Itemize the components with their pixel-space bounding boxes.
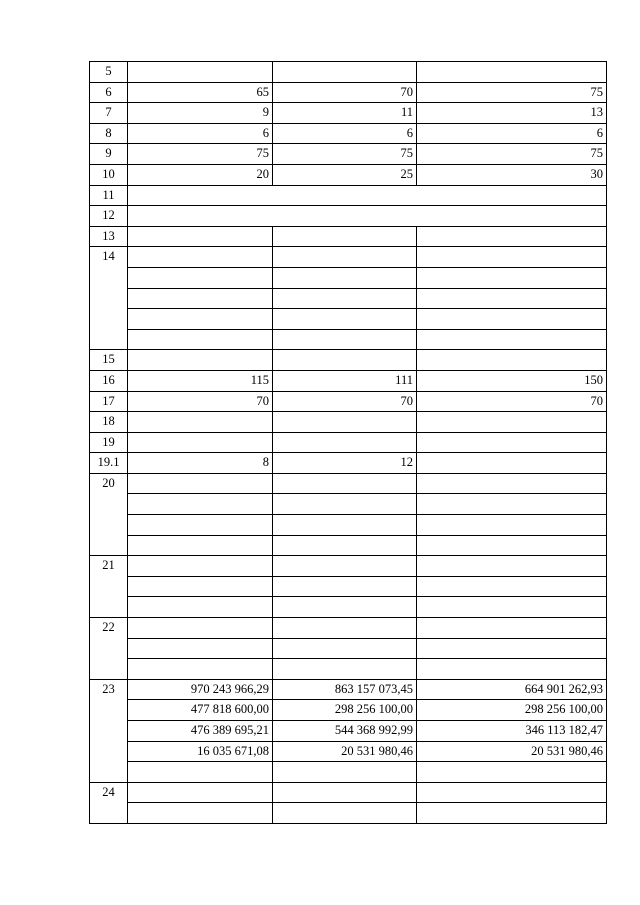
- table-subrow: [90, 597, 607, 618]
- value-cell: [273, 267, 417, 288]
- value-cell: [273, 329, 417, 350]
- row-number: 18: [90, 412, 128, 433]
- table-subrow: [90, 309, 607, 330]
- table-subrow: [90, 741, 607, 762]
- value-cell: [128, 762, 273, 783]
- table-subrow: [90, 267, 607, 288]
- value-cell: [128, 494, 273, 515]
- value-cell: 8: [128, 453, 273, 474]
- value-cell: [128, 350, 273, 371]
- value-cell: [273, 535, 417, 556]
- value-cell: [273, 473, 417, 494]
- table-row: [90, 206, 607, 227]
- value-cell: [273, 515, 417, 536]
- value-cell: 9: [128, 103, 273, 124]
- value-cell: [273, 226, 417, 247]
- value-cell: [273, 494, 417, 515]
- value-cell: [128, 782, 273, 803]
- value-cell: 664 901 262,93: [417, 679, 607, 700]
- value-cell: [417, 762, 607, 783]
- table-row: [90, 432, 607, 453]
- value-cell: 6: [128, 123, 273, 144]
- table-subrow: [90, 659, 607, 680]
- value-cell: 13: [417, 103, 607, 124]
- value-cell: [128, 432, 273, 453]
- value-cell: [417, 309, 607, 330]
- value-cell: [417, 494, 607, 515]
- value-cell: 20 531 980,46: [273, 741, 417, 762]
- row-number: 22: [90, 618, 128, 680]
- value-cell: 346 113 182,47: [417, 721, 607, 742]
- value-cell: [273, 576, 417, 597]
- row-number: 8: [90, 123, 128, 144]
- value-cell: 75: [128, 144, 273, 165]
- merged-cell: [128, 206, 607, 227]
- row-number: 12: [90, 206, 128, 227]
- value-cell: [273, 659, 417, 680]
- value-cell: 30: [417, 164, 607, 185]
- table-subrow: [90, 329, 607, 350]
- value-cell: [128, 226, 273, 247]
- table-row: [90, 679, 607, 700]
- value-cell: [417, 62, 607, 83]
- value-cell: [273, 432, 417, 453]
- merged-cell: [128, 185, 607, 206]
- table-row: [90, 370, 607, 391]
- value-cell: [128, 659, 273, 680]
- value-cell: 6: [417, 123, 607, 144]
- value-cell: [417, 329, 607, 350]
- row-number: 21: [90, 556, 128, 618]
- value-cell: [417, 288, 607, 309]
- table-row: [90, 144, 607, 165]
- table-row: [90, 185, 607, 206]
- value-cell: [128, 638, 273, 659]
- value-cell: [417, 535, 607, 556]
- value-cell: [273, 618, 417, 639]
- table-subrow: [90, 515, 607, 536]
- value-cell: [128, 576, 273, 597]
- table-subrow: [90, 803, 607, 824]
- value-cell: [273, 412, 417, 433]
- table-row: [90, 247, 607, 268]
- row-number: 19: [90, 432, 128, 453]
- value-cell: 70: [417, 391, 607, 412]
- value-cell: [273, 638, 417, 659]
- value-cell: [417, 556, 607, 577]
- table-row: [90, 350, 607, 371]
- value-cell: [128, 62, 273, 83]
- table-subrow: [90, 638, 607, 659]
- value-cell: [273, 762, 417, 783]
- value-cell: [417, 453, 607, 474]
- value-cell: 111: [273, 370, 417, 391]
- value-cell: 863 157 073,45: [273, 679, 417, 700]
- value-cell: [273, 247, 417, 268]
- row-number: 11: [90, 185, 128, 206]
- value-cell: [128, 267, 273, 288]
- table-subrow: [90, 494, 607, 515]
- value-cell: 75: [417, 82, 607, 103]
- table-subrow: [90, 288, 607, 309]
- row-number: 16: [90, 370, 128, 391]
- table-row: [90, 164, 607, 185]
- value-cell: [273, 288, 417, 309]
- value-cell: [128, 803, 273, 824]
- value-cell: [128, 556, 273, 577]
- value-cell: 20 531 980,46: [417, 741, 607, 762]
- value-cell: [417, 576, 607, 597]
- row-number: 7: [90, 103, 128, 124]
- value-cell: 12: [273, 453, 417, 474]
- table-row: [90, 103, 607, 124]
- data-table-body: [90, 62, 607, 824]
- value-cell: [273, 62, 417, 83]
- row-number: 20: [90, 473, 128, 555]
- value-cell: 150: [417, 370, 607, 391]
- value-cell: 298 256 100,00: [273, 700, 417, 721]
- value-cell: 20: [128, 164, 273, 185]
- value-cell: 65: [128, 82, 273, 103]
- value-cell: 75: [417, 144, 607, 165]
- table-subrow: [90, 576, 607, 597]
- value-cell: [417, 659, 607, 680]
- value-cell: [128, 515, 273, 536]
- value-cell: 16 035 671,08: [128, 741, 273, 762]
- value-cell: 6: [273, 123, 417, 144]
- value-cell: [128, 535, 273, 556]
- value-cell: [417, 432, 607, 453]
- value-cell: 70: [273, 391, 417, 412]
- row-number: 19.1: [90, 453, 128, 474]
- table-row: [90, 782, 607, 803]
- table-subrow: [90, 700, 607, 721]
- row-number: 13: [90, 226, 128, 247]
- value-cell: [417, 782, 607, 803]
- row-number: 24: [90, 782, 128, 823]
- row-number: 9: [90, 144, 128, 165]
- value-cell: [417, 267, 607, 288]
- value-cell: [417, 803, 607, 824]
- table-row: [90, 391, 607, 412]
- value-cell: [273, 556, 417, 577]
- value-cell: [417, 618, 607, 639]
- data-table: [89, 61, 607, 824]
- table-row: [90, 473, 607, 494]
- value-cell: [417, 638, 607, 659]
- value-cell: 11: [273, 103, 417, 124]
- table-subrow: [90, 535, 607, 556]
- row-number: 23: [90, 679, 128, 782]
- row-number: 6: [90, 82, 128, 103]
- value-cell: [417, 473, 607, 494]
- value-cell: 476 389 695,21: [128, 721, 273, 742]
- row-number: 14: [90, 247, 128, 350]
- value-cell: [128, 247, 273, 268]
- value-cell: 970 243 966,29: [128, 679, 273, 700]
- table-row: [90, 412, 607, 433]
- value-cell: 115: [128, 370, 273, 391]
- value-cell: [128, 412, 273, 433]
- value-cell: 298 256 100,00: [417, 700, 607, 721]
- table-row: [90, 82, 607, 103]
- value-cell: 544 368 992,99: [273, 721, 417, 742]
- table-row: [90, 556, 607, 577]
- value-cell: [128, 288, 273, 309]
- value-cell: [128, 309, 273, 330]
- table-row: [90, 618, 607, 639]
- value-cell: [273, 803, 417, 824]
- value-cell: [273, 350, 417, 371]
- value-cell: 75: [273, 144, 417, 165]
- value-cell: [273, 782, 417, 803]
- table-row: [90, 62, 607, 83]
- table-row: [90, 226, 607, 247]
- row-number: 10: [90, 164, 128, 185]
- table-subrow: [90, 721, 607, 742]
- value-cell: 70: [128, 391, 273, 412]
- value-cell: [417, 247, 607, 268]
- value-cell: [128, 473, 273, 494]
- value-cell: [128, 329, 273, 350]
- row-number: 17: [90, 391, 128, 412]
- table-subrow: [90, 762, 607, 783]
- value-cell: [417, 597, 607, 618]
- value-cell: [273, 309, 417, 330]
- table-row: [90, 123, 607, 144]
- value-cell: 477 818 600,00: [128, 700, 273, 721]
- value-cell: [417, 515, 607, 536]
- table-row: [90, 453, 607, 474]
- row-number: 5: [90, 62, 128, 83]
- row-number: 15: [90, 350, 128, 371]
- value-cell: 25: [273, 164, 417, 185]
- value-cell: 70: [273, 82, 417, 103]
- value-cell: [128, 597, 273, 618]
- value-cell: [128, 618, 273, 639]
- value-cell: [417, 412, 607, 433]
- value-cell: [417, 350, 607, 371]
- value-cell: [417, 226, 607, 247]
- value-cell: [273, 597, 417, 618]
